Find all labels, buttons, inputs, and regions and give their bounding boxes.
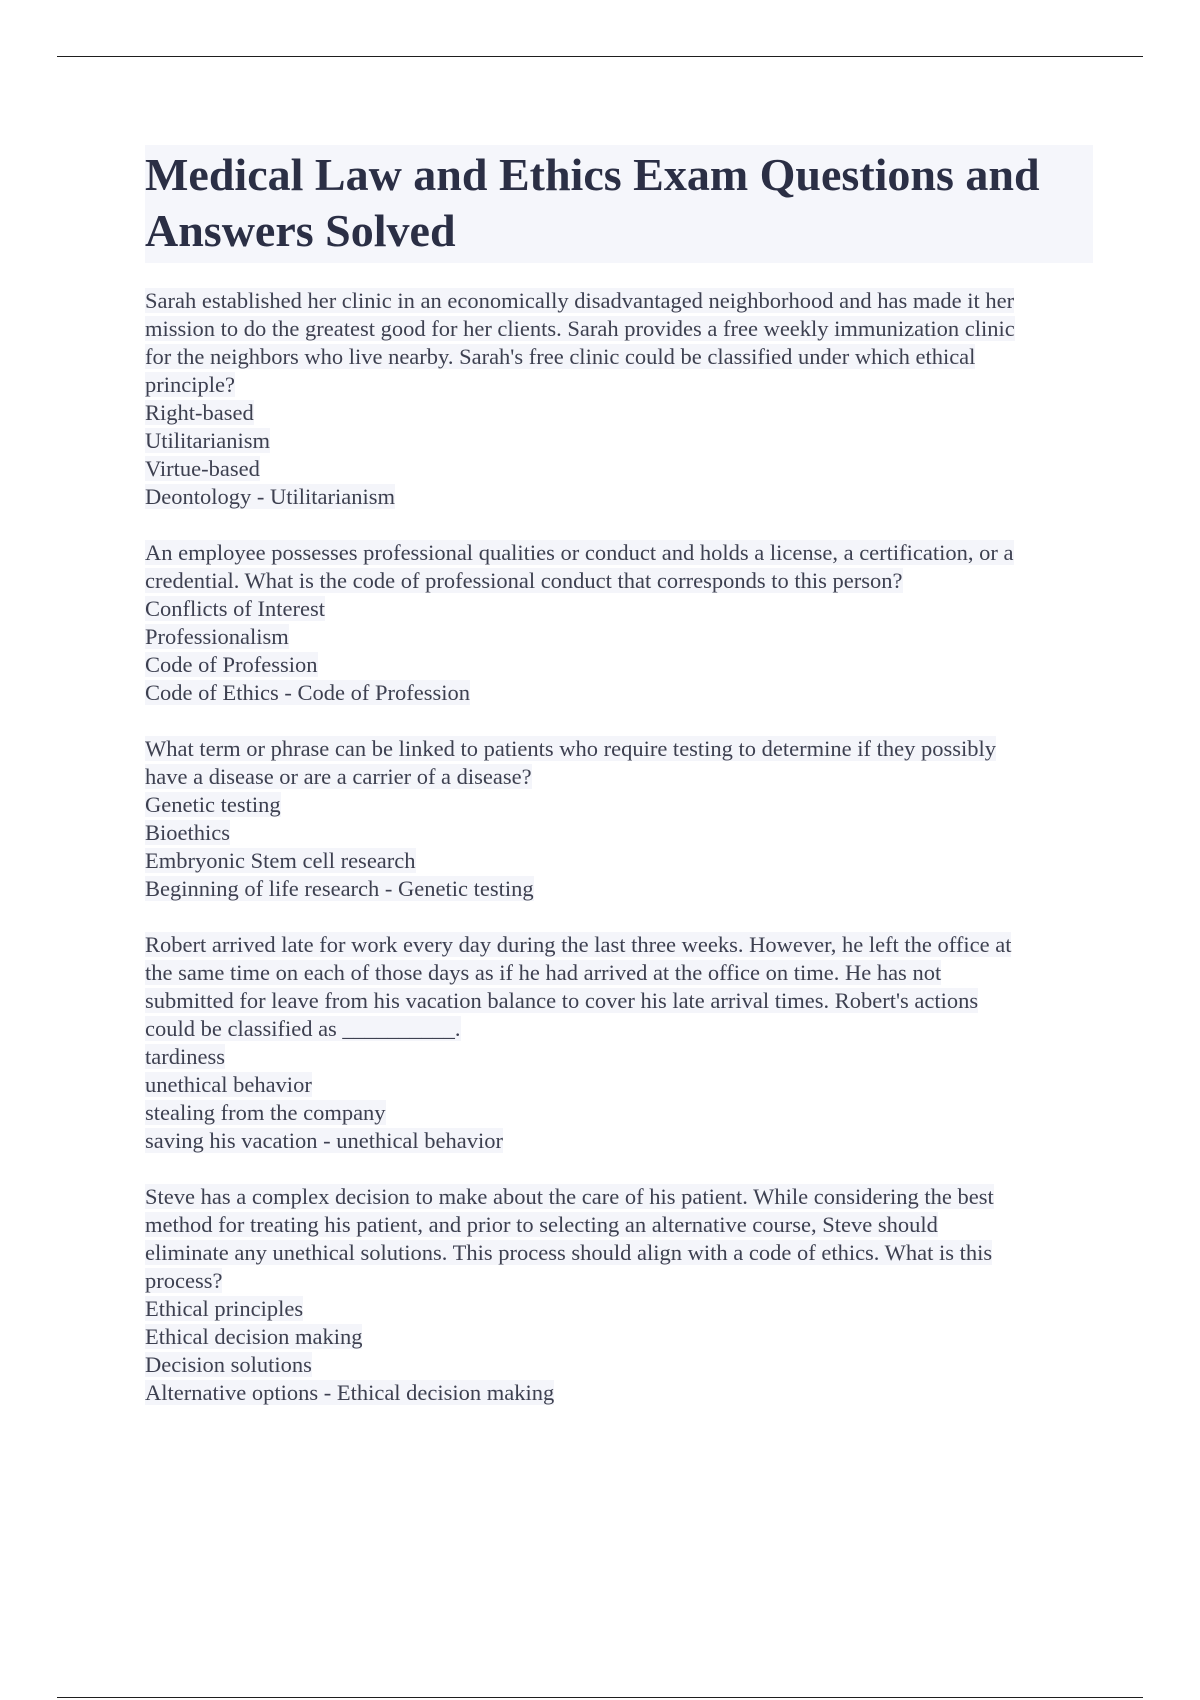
question-line: for the neighbors who live nearby. Sarah's free clinic could be classified under which ethical (145, 344, 976, 369)
answer-option: Ethical principles (145, 1296, 304, 1321)
answer-option: Code of Ethics - Code of Profession (145, 680, 470, 705)
answer-option: Code of Profession (145, 652, 318, 677)
question-line: Robert arrived late for work every day during the last three weeks. However, he left the office at (145, 932, 1012, 957)
answer-option: Embryonic Stem cell research (145, 848, 416, 873)
question-block-2 (145, 539, 1093, 707)
question-line: could be classified as __________. (145, 1016, 461, 1041)
question-line: eliminate any unethical solutions. This process should align with a code of ethics. What is this (145, 1240, 993, 1265)
answer-option: Deontology - Utilitarianism (145, 484, 395, 509)
answer-option: Ethical decision making (145, 1324, 363, 1349)
bottom-rule (57, 1697, 1143, 1698)
question-line: principle? (145, 372, 235, 397)
question-line: An employee possesses professional qualities or conduct and holds a license, a certification, or a (145, 540, 1014, 565)
question-line: mission to do the greatest good for her clients. Sarah provides a free weekly immunization clinic (145, 316, 1015, 341)
answer-option: Bioethics (145, 820, 230, 845)
answer-option: Beginning of life research - Genetic testing (145, 876, 534, 901)
question-line: Sarah established her clinic in an economically disadvantaged neighborhood and has made it her (145, 288, 1015, 313)
question-line: the same time on each of those days as if he had arrived at the office on time. He has not (145, 960, 942, 985)
answer-option: tardiness (145, 1044, 225, 1069)
answer-option: saving his vacation - unethical behavior (145, 1128, 504, 1153)
answer-option: Virtue-based (145, 456, 260, 481)
question-block-4 (145, 931, 1093, 1155)
answer-option: Decision solutions (145, 1352, 312, 1377)
answer-option: Professionalism (145, 624, 289, 649)
question-list (145, 287, 1093, 1407)
question-line: method for treating his patient, and prior to selecting an alternative course, Steve should (145, 1212, 938, 1237)
question-line: process? (145, 1268, 223, 1293)
question-line: What term or phrase can be linked to patients who require testing to determine if they possibly (145, 736, 997, 761)
question-block-1 (145, 287, 1093, 511)
answer-option: Right-based (145, 400, 254, 425)
question-line: credential. What is the code of professional conduct that corresponds to this person? (145, 568, 903, 593)
answer-option: unethical behavior (145, 1072, 312, 1097)
question-line: submitted for leave from his vacation balance to cover his late arrival times. Robert's actions (145, 988, 979, 1013)
document-body (145, 145, 1093, 1435)
top-rule (57, 56, 1143, 57)
question-line: have a disease or are a carrier of a disease? (145, 764, 532, 789)
answer-option: Utilitarianism (145, 428, 270, 453)
answer-option: Conflicts of Interest (145, 596, 325, 621)
question-block-5 (145, 1183, 1093, 1407)
question-block-3 (145, 735, 1093, 903)
document-title: Medical Law and Ethics Exam Questions and Answers Solved (145, 145, 1093, 263)
question-line: Steve has a complex decision to make about the care of his patient. While considering the best (145, 1184, 994, 1209)
answer-option: Genetic testing (145, 792, 281, 817)
answer-option: stealing from the company (145, 1100, 386, 1125)
answer-option: Alternative options - Ethical decision making (145, 1380, 555, 1405)
